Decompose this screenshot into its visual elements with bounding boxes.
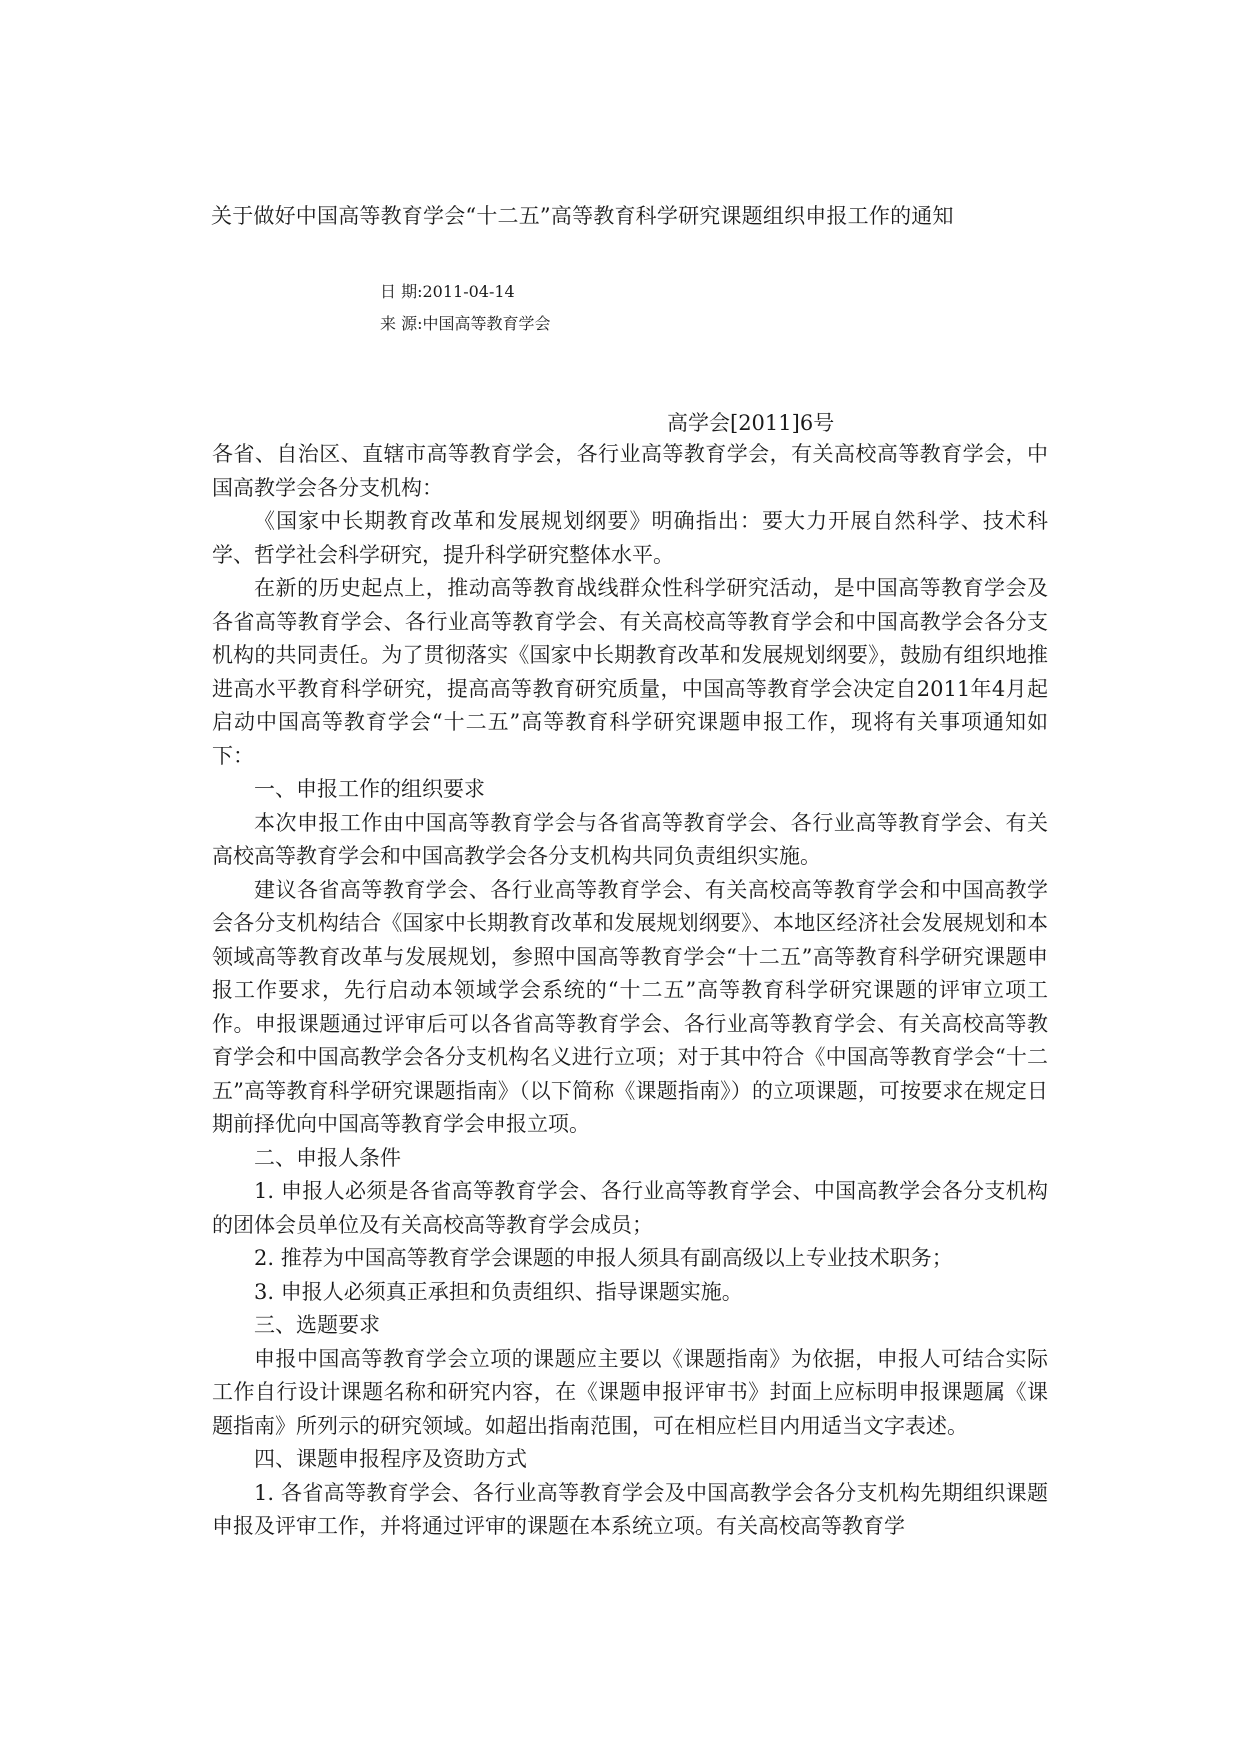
- list-item: 1. 申报人必须是各省高等教育学会、各行业高等教育学会、中国高教学会各分支机构的团体会员单位及有关高校高等教育学会成员；: [212, 1179, 1048, 1237]
- section-heading: 二、申报人条件: [254, 1145, 401, 1170]
- body-paragraph: 在新的历史起点上，推动高等教育战线群众性科学研究活动，是中国高等教育学会及各省高等教育学会、各行业高等教育学会、有关高校高等教育学会和中国高教学会各分支机构的共同责任。为了贯彻落实《国家中长期教育改革和发展规划纲要》，鼓励有组织地推进高水平教育科学研究，提高高等教育研究质量，中国高等教育学会决定自2011年4月起启动中国高等教育学会“十二五”高等教育科学研究课题申报工作，现将有关事项通知如下：: [212, 576, 1048, 768]
- body-paragraph: 本次申报工作由中国高等教育学会与各省高等教育学会、各行业高等教育学会、有关高校高等教育学会和中国高教学会各分支机构共同负责组织实施。: [212, 810, 1048, 868]
- date-line: 日 期:2011-04-14: [380, 282, 515, 301]
- section-heading: 四、课题申报程序及资助方式: [254, 1447, 527, 1471]
- body-paragraph: 《国家中长期教育改革和发展规划纲要》明确指出：要大力开展自然科学、技术科学、哲学社会科学研究，提升科学研究整体水平。: [212, 509, 1048, 567]
- source-line: 来 源:中国高等教育学会: [380, 314, 551, 333]
- document-body: [212, 438, 1048, 1544]
- body-paragraph: 申报中国高等教育学会立项的课题应主要以《课题指南》为依据，申报人可结合实际工作自行设计课题名称和研究内容，在《课题申报评审书》封面上应标明申报课题属《课题指南》所列示的研究领域。如超出指南范围，可在相应栏目内用适当文字表述。: [212, 1346, 1048, 1438]
- section-heading: 一、申报工作的组织要求: [254, 777, 485, 801]
- document-number: 高学会[2011]6号: [667, 411, 835, 435]
- list-item: 1. 各省高等教育学会、各行业高等教育学会及中国高教学会各分支机构先期组织课题申报及评审工作，并将通过评审的课题在本系统立项。有关高校高等教育学: [212, 1480, 1048, 1538]
- list-item: 2. 推荐为中国高等教育学会课题的申报人须具有副高级以上专业技术职务；: [254, 1246, 953, 1270]
- addressee-paragraph: 各省、自治区、直辖市高等教育学会，各行业高等教育学会，有关高校高等教育学会，中国高教学会各分支机构：: [212, 442, 1048, 500]
- list-item: 3. 申报人必须真正承担和负责组织、指导课题实施。: [254, 1279, 743, 1304]
- section-heading: 三、选题要求: [254, 1313, 380, 1337]
- document-title: 关于做好中国高等教育学会“十二五”高等教育科学研究课题组织申报工作的通知: [211, 204, 954, 228]
- body-paragraph: 建议各省高等教育学会、各行业高等教育学会、有关高校高等教育学会和中国高教学会各分支机构结合《国家中长期教育改革和发展规划纲要》、本地区经济社会发展规划和本领域高等教育改革与发展规划，参照中国高等教育学会“十二五”高等教育科学研究课题申报工作要求，先行启动本领域学会系统的“十二五”高等教育科学研究课题的评审立项工作。申报课题通过评审后可以各省高等教育学会、各行业高等教育学会、有关高校高等教育学会和中国高教学会各分支机构名义进行立项；对于其中符合《中国高等教育学会“十二五”高等教育科学研究课题指南》（以下简称《课题指南》）的立项课题，可按要求在规定日期前择优向中国高等教育学会申报立项。: [212, 877, 1048, 1136]
